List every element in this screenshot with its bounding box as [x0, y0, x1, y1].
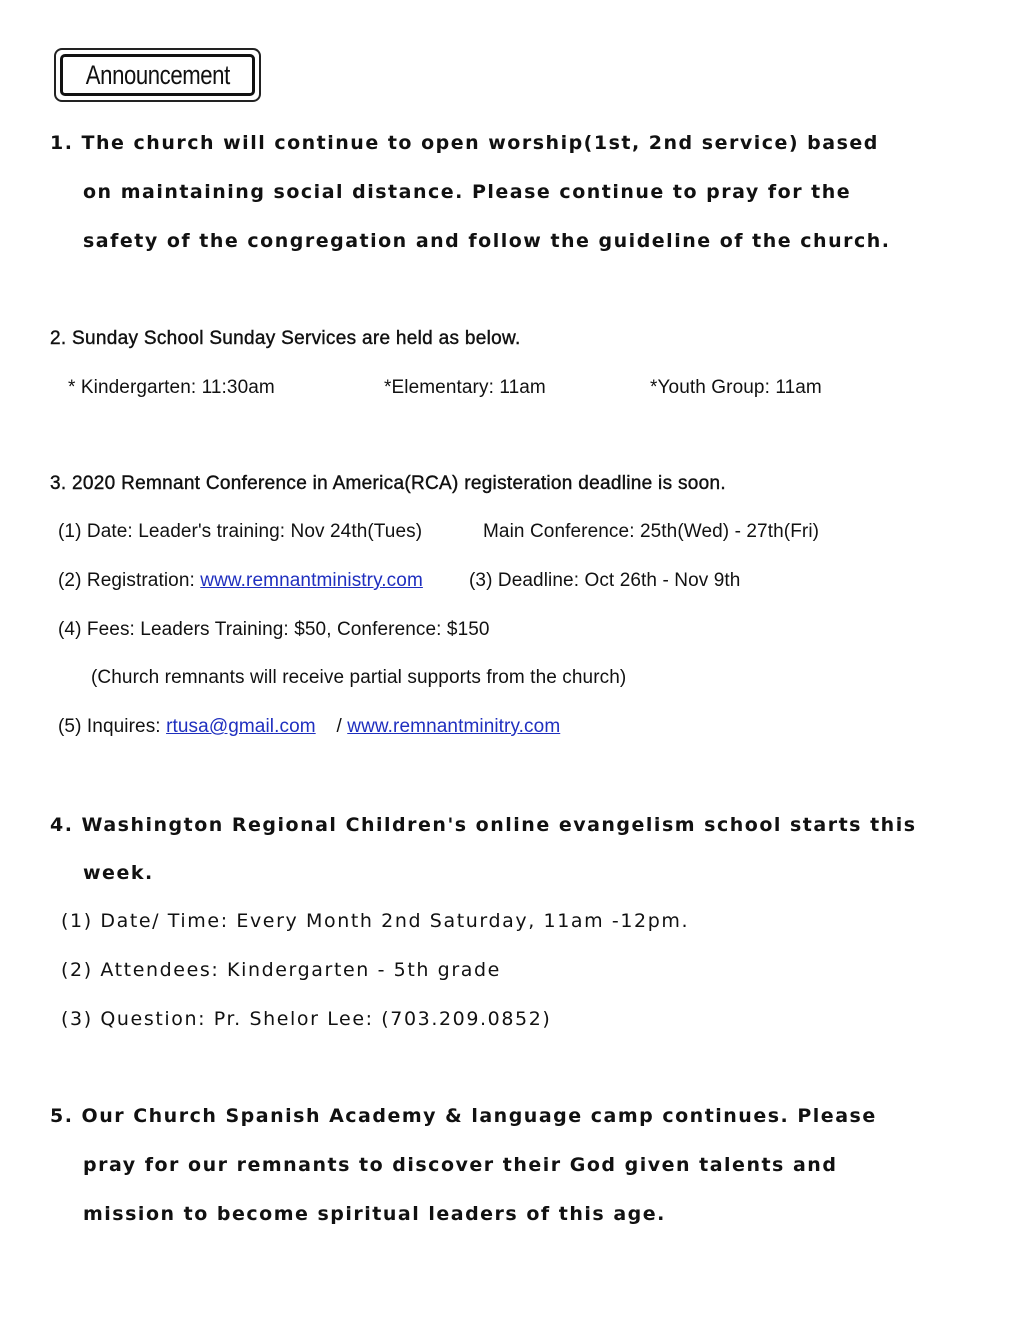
item3-inquires: [58, 716, 560, 738]
item3-heading: 3. 2020 Remnant Conference in America(RCA) registeration deadline is soon.: [50, 473, 726, 494]
item3-fees: (4) Fees: Leaders Training: $50, Conference: $150: [58, 619, 490, 640]
inquires-email-link[interactable]: rtusa@gmail.com: [166, 716, 316, 737]
item2-heading: 2. Sunday School Sunday Services are held as below.: [50, 328, 521, 349]
item4-question: (3) Question: Pr. Shelor Lee: (703.209.0852): [61, 1008, 552, 1030]
announcement-title-frame: [60, 54, 255, 96]
announcement-title-box: [54, 48, 261, 102]
item3-deadline: (3) Deadline: Oct 26th - Nov 9th: [469, 570, 741, 591]
item3-main-conference: Main Conference: 25th(Wed) - 27th(Fri): [483, 521, 820, 542]
registration-link[interactable]: www.remnantministry.com: [200, 570, 423, 591]
item5-line1: 5. Our Church Spanish Academy & language camp continues. Please: [50, 1105, 877, 1127]
page-title: Announcement: [85, 59, 230, 90]
item1-line1: 1. The church will continue to open worship(1st, 2nd service) based: [50, 132, 879, 154]
item4-date: (1) Date/ Time: Every Month 2nd Saturday, 11am -12pm.: [61, 910, 690, 932]
item1-line2: on maintaining social distance. Please continue to pray for the: [83, 181, 852, 203]
item5-line3: mission to become spiritual leaders of this age.: [83, 1203, 666, 1225]
item2-youth: *Youth Group: 11am: [650, 377, 822, 398]
inquires-website-link[interactable]: www.remnantminitry.com: [347, 716, 561, 737]
item4-line2: week.: [83, 862, 154, 884]
item2-elementary: *Elementary: 11am: [384, 377, 546, 398]
inquires-label: (5) Inquires:: [58, 716, 161, 737]
inquires-separator: /: [336, 716, 342, 737]
item5-line2: pray for our remnants to discover their God given talents and: [83, 1154, 838, 1176]
item2-kindergarten: * Kindergarten: 11:30am: [68, 377, 275, 398]
item4-line1: 4. Washington Regional Children's online evangelism school starts this: [50, 814, 917, 836]
item3-date: (1) Date: Leader's training: Nov 24th(Tues): [58, 521, 423, 542]
registration-label: (2) Registration:: [58, 570, 195, 591]
item4-attendees: (2) Attendees: Kindergarten - 5th grade: [61, 959, 501, 981]
item3-registration: [58, 570, 423, 592]
item1-line3: safety of the congregation and follow the guideline of the church.: [83, 230, 891, 252]
item3-fees-note: (Church remnants will receive partial supports from the church): [91, 667, 627, 688]
